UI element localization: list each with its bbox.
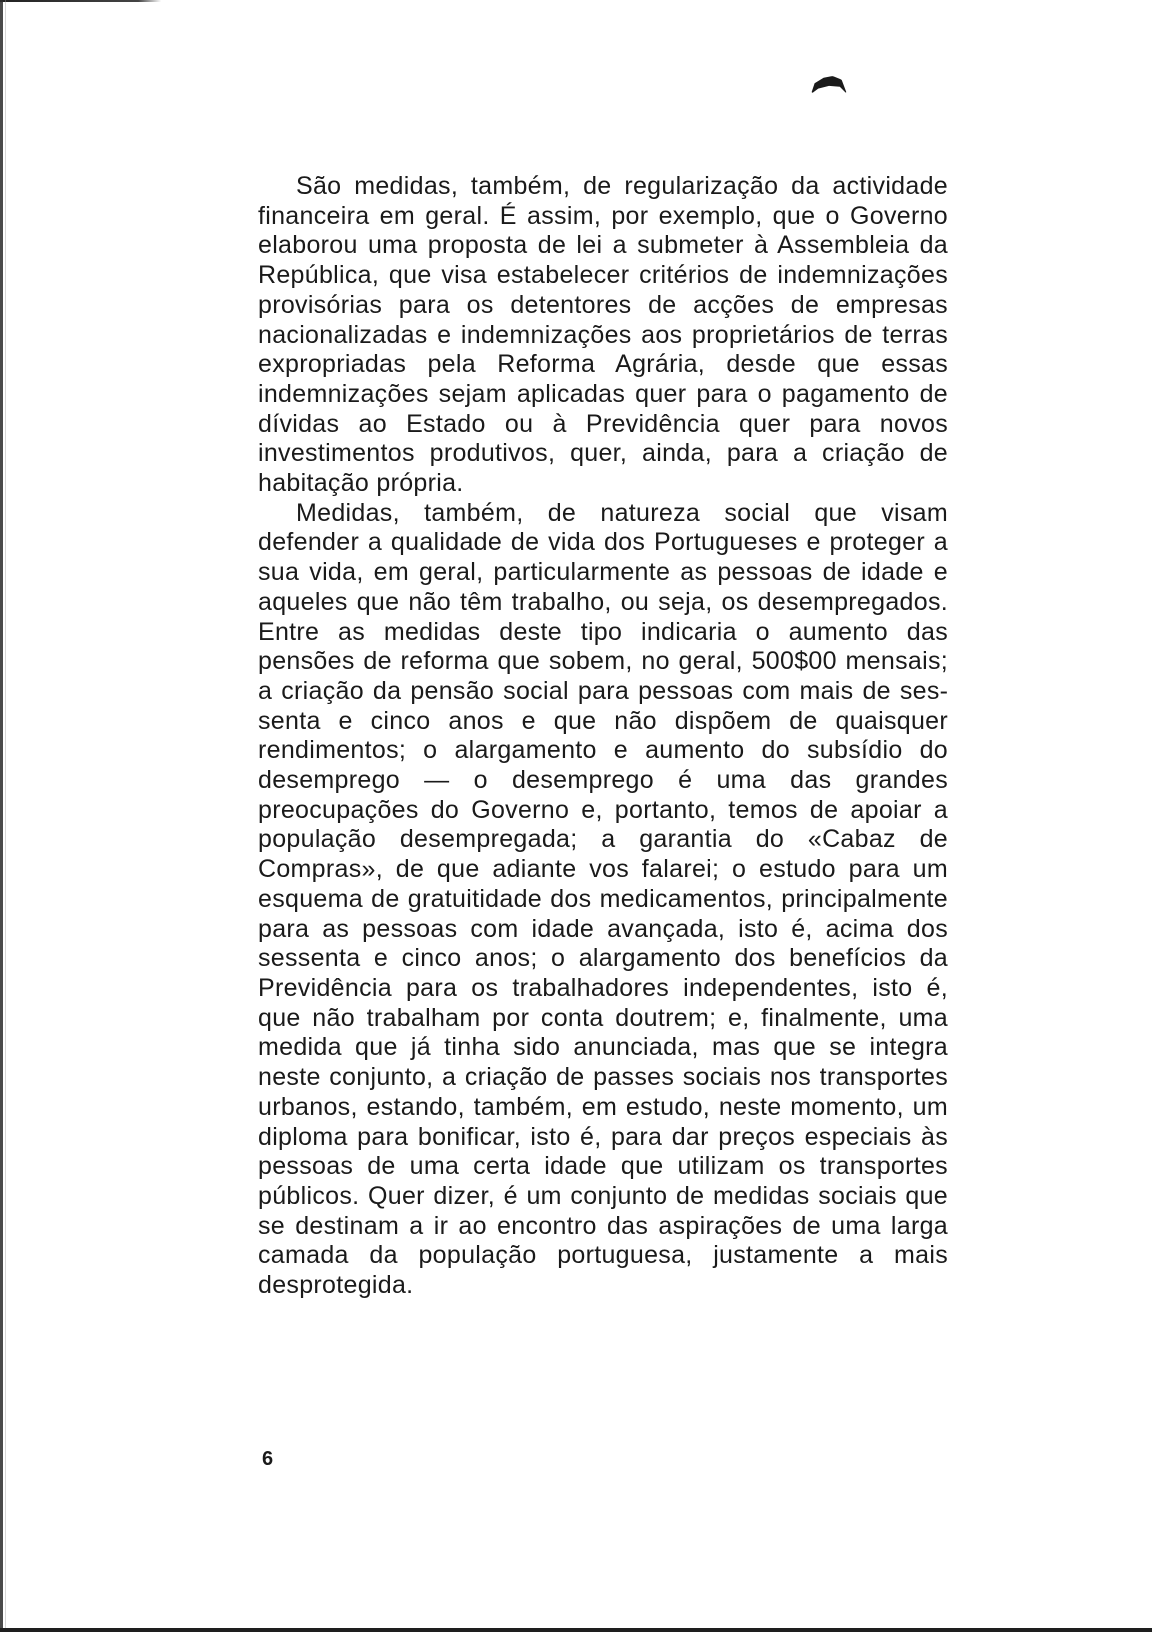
paragraph-financial-measures: São medidas, também, de regularização da actividade financeira em geral. É assim, por exemplo, que o Governo elaborou uma proposta de lei a submeter à Assembleia da República, que visa estabelecer critérios de indemnizações provisórias para os detentores de acções de empresas nacionalizadas e indemnizações aos proprietários de terras expropriadas pela Reforma Agrária, desde que essas indemnizações sejam aplicadas quer para o pagamento de dívidas ao Estado ou à Previdência quer para novos investimentos produtivos, quer, ainda, para a criação de habitação própria. xyxy=(258,172,948,498)
ink-blot-mark xyxy=(811,76,847,94)
scan-edge-bottom xyxy=(0,1628,1152,1632)
scan-edge-top xyxy=(0,0,1152,2)
scan-edge-left-faint xyxy=(5,0,6,1632)
paragraph-social-measures: Medidas, também, de natureza social que visam defender a qualidade de vida dos Portugueses e proteger a sua vida, em geral, particularmente as pessoas de idade e aqueles que não têm trabalho, ou seja, os desempregados. Entre as medidas deste tipo indicaria o aumento das pensões de reforma que sobem, no geral, 500$00 mensais; a criação da pensão social para pessoas com mais de sessenta e cinco anos e que não dispõem de quaisquer rendimentos; o alargamento e aumento do subsídio do desemprego — o desemprego é uma das grandes preocupações do Governo e, portanto, temos de apoiar a população desempregada; a garantia do «Cabaz de Compras», de que adiante vos falarei; o estudo para um esquema de gratuitidade dos medicamentos, principalmente para as pessoas com idade avançada, isto é, acima dos sessenta e cinco anos; o alargamento dos benefícios da Previdência para os trabalhadores independentes, isto é, que não trabalham por conta doutrem; e, finalmente, uma medida que já tinha sido anunciada, mas que se integra neste conjunto, a criação de passes sociais nos transportes urbanos, estando, também, em estudo, neste momento, um diploma para bonificar, isto é, para dar preços especiais às pessoas de uma certa idade que utilizam os transportes públicos. Quer dizer, é um conjunto de medidas sociais que se destinam a ir ao encontro das aspirações de uma larga camada da população portuguesa, justamente a mais desprotegida. xyxy=(258,498,948,1300)
page-number: 6 xyxy=(262,1448,274,1470)
scan-edge-left xyxy=(0,0,3,1632)
body-text xyxy=(258,172,948,1301)
